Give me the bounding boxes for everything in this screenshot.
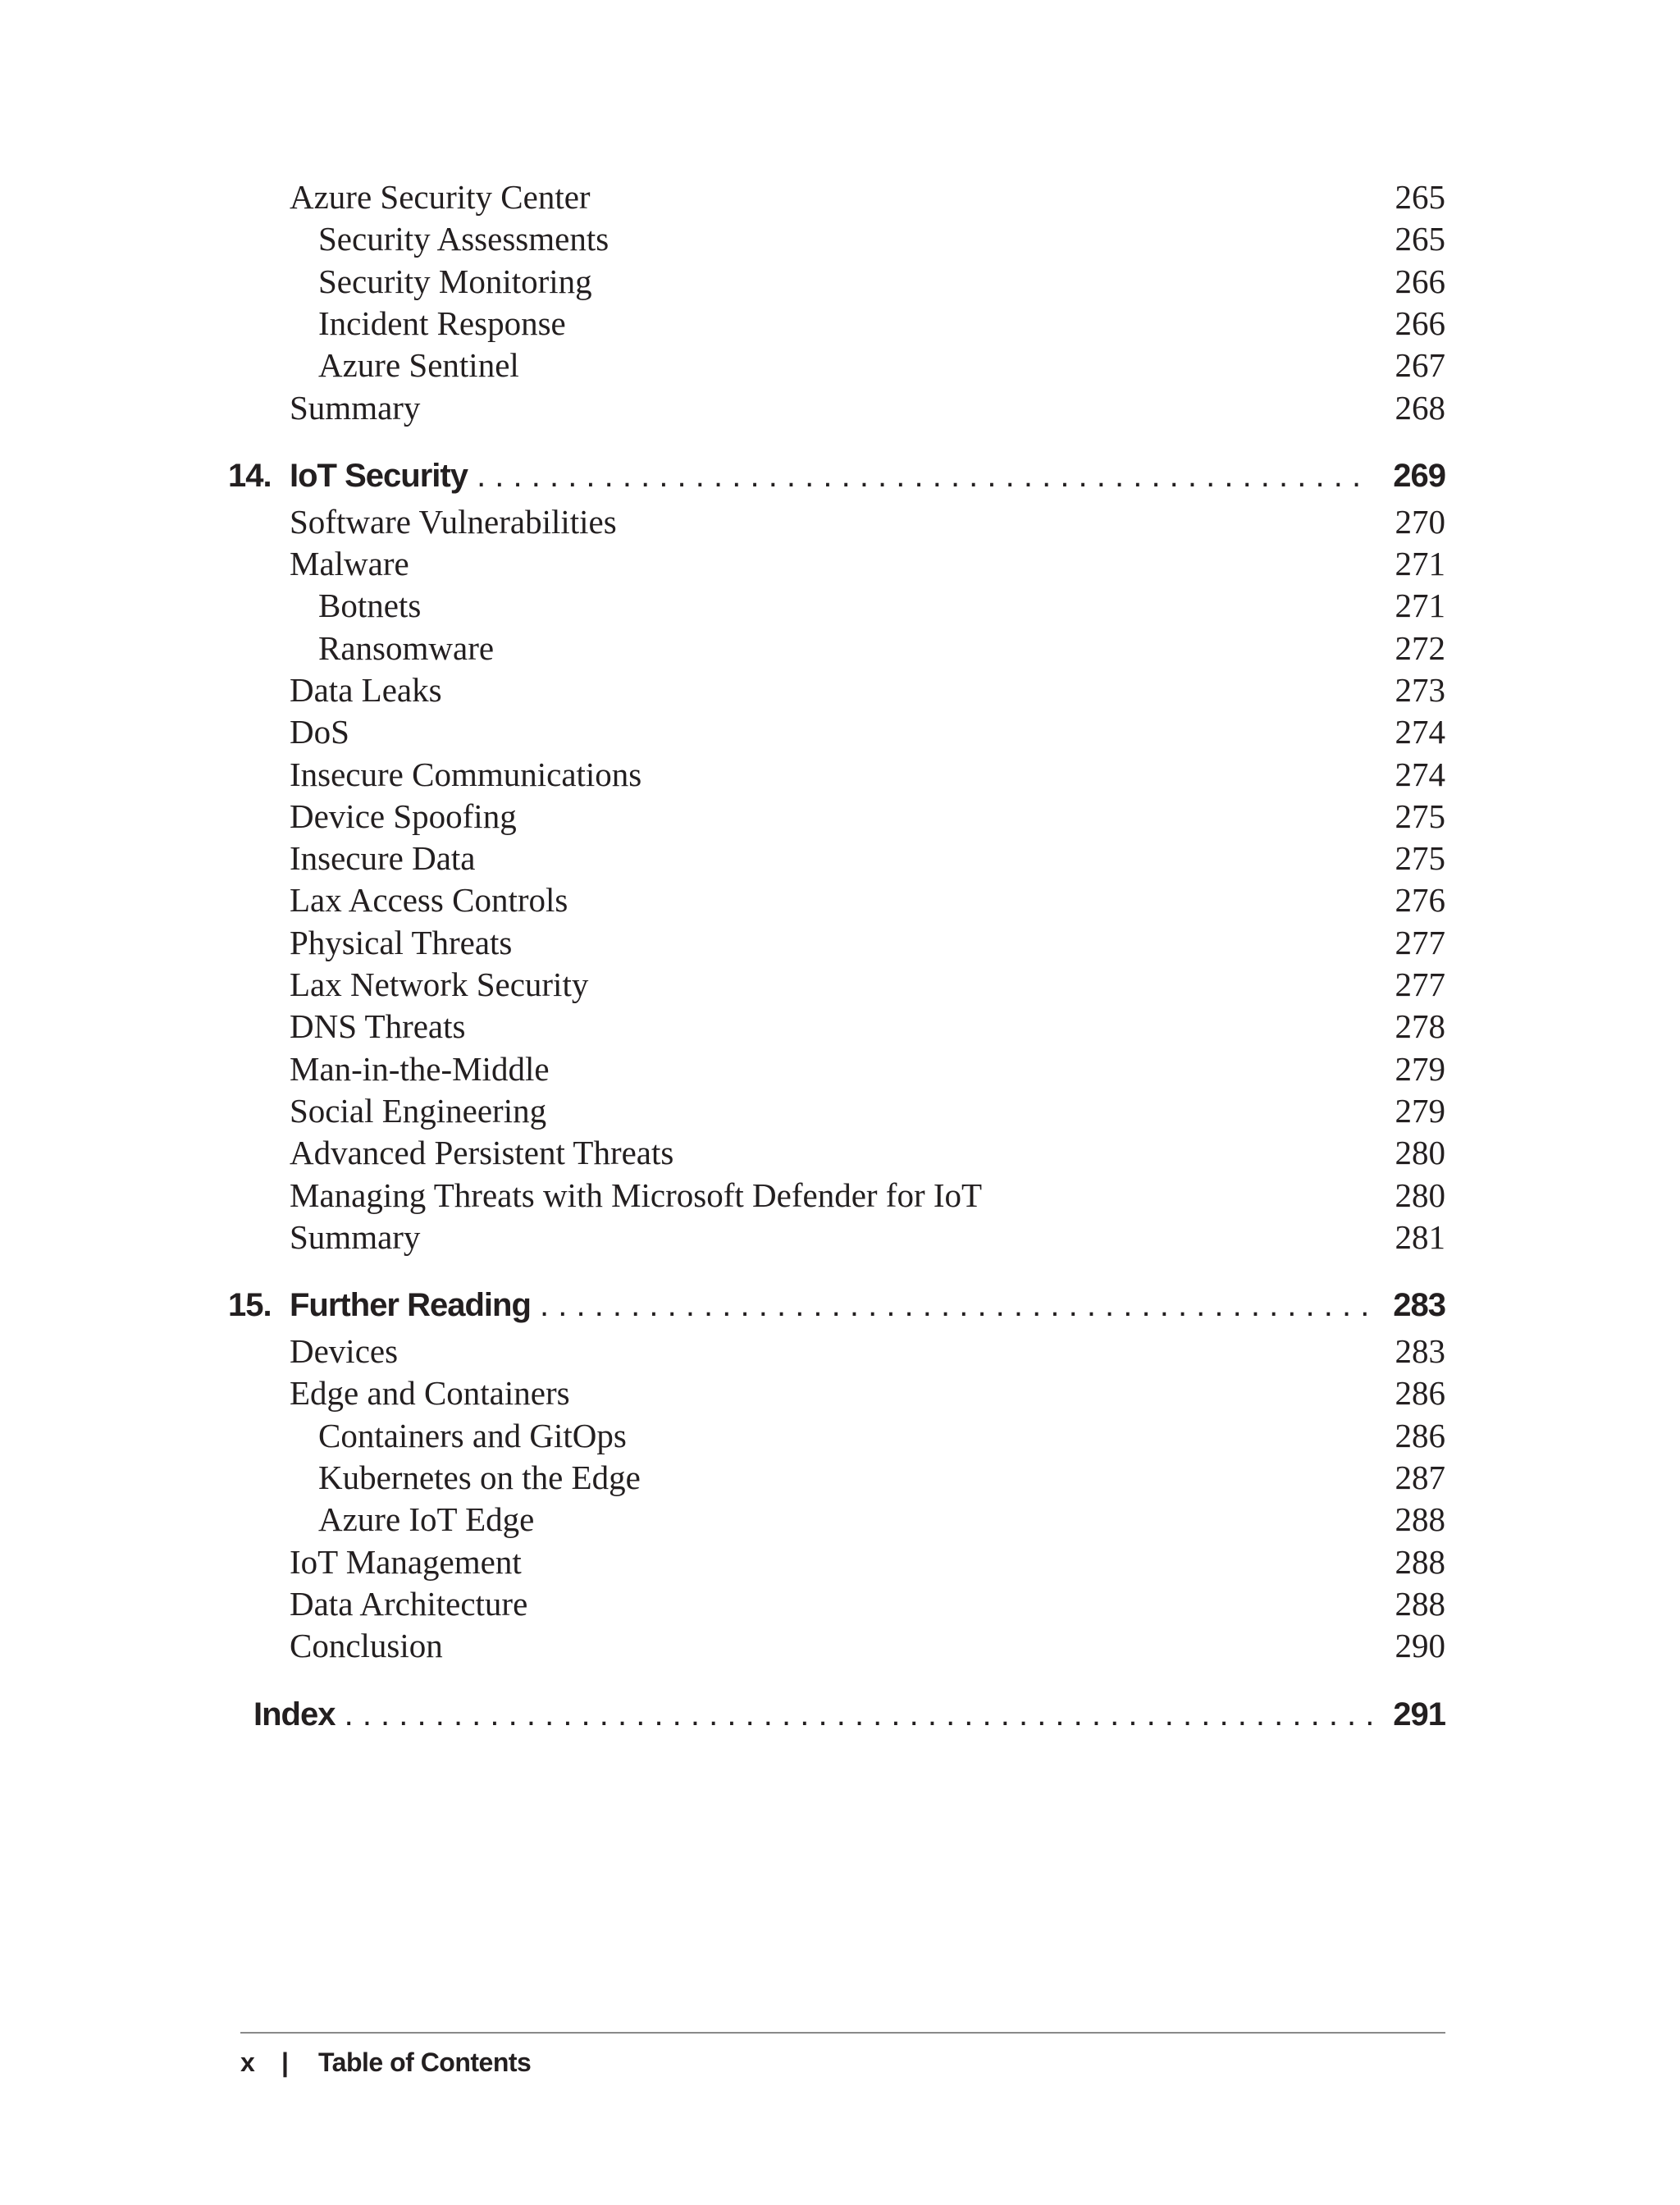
entry-title: Containers and GitOps (318, 1417, 627, 1454)
entry-page: 270 (1395, 503, 1445, 541)
entry-title: Security Monitoring (318, 262, 592, 300)
entry-page: 288 (1395, 1543, 1445, 1581)
entry-page: 279 (1395, 1092, 1445, 1130)
toc-entry[interactable] (290, 386, 1445, 429)
footer-page-number: x (240, 2048, 255, 2077)
index-page: 291 (1386, 1690, 1445, 1739)
footer-rule (240, 2032, 1445, 2034)
toc-entry[interactable] (290, 1216, 1445, 1258)
entry-title: Ransomware (318, 629, 495, 667)
entry-title: IoT Management (290, 1543, 522, 1581)
entry-title: Azure Security Center (290, 178, 591, 216)
entry-page: 286 (1395, 1374, 1445, 1412)
chapter-heading[interactable] (228, 451, 1445, 500)
entry-page: 275 (1395, 797, 1445, 835)
index-heading[interactable] (240, 1690, 1445, 1739)
toc-subentry[interactable] (318, 1498, 1445, 1541)
index-title: Index . . . (253, 1690, 1372, 1739)
entry-title: Azure IoT Edge (318, 1500, 535, 1538)
entry-title: Azure Sentinel (318, 346, 519, 384)
entry-title: Summary (290, 389, 421, 427)
entry-page: 275 (1395, 839, 1445, 877)
toc-entry[interactable] (290, 1372, 1445, 1414)
footer-title: Table of Contents (318, 2048, 532, 2077)
entry-title: Summary (290, 1218, 421, 1256)
entry-page: 277 (1395, 924, 1445, 961)
entry-page: 283 (1395, 1332, 1445, 1370)
entry-page: 271 (1395, 587, 1445, 624)
entry-title: Security Assessments (318, 220, 609, 258)
toc-entry[interactable] (290, 753, 1445, 796)
entry-page: 276 (1395, 881, 1445, 919)
toc-entry[interactable] (290, 176, 1445, 218)
entry-page: 279 (1395, 1050, 1445, 1088)
entry-page: 273 (1395, 671, 1445, 709)
entry-page: 280 (1395, 1134, 1445, 1171)
entry-page: 272 (1395, 629, 1445, 667)
toc-entry[interactable] (290, 1089, 1445, 1132)
toc-entry[interactable] (290, 1330, 1445, 1372)
toc-subentry[interactable] (318, 344, 1445, 386)
entry-page: 271 (1395, 545, 1445, 582)
entry-page: 280 (1395, 1176, 1445, 1214)
entry-title: Device Spoofing (290, 797, 517, 835)
entry-title: Insecure Data (290, 839, 476, 877)
entry-page: 288 (1395, 1585, 1445, 1623)
toc-subentry[interactable] (318, 302, 1445, 345)
toc-entry[interactable] (290, 1131, 1445, 1174)
entry-title: Incident Response (318, 304, 566, 342)
toc-entry[interactable] (290, 542, 1445, 585)
toc-entry[interactable] (290, 1541, 1445, 1583)
entry-title: Data Leaks (290, 671, 442, 709)
entry-title: Man-in-the-Middle (290, 1050, 550, 1088)
toc-entry[interactable] (290, 795, 1445, 838)
chapter-title: Further Reading . . . (290, 1281, 1372, 1330)
entry-title: Advanced Persistent Threats (290, 1134, 674, 1171)
entry-page: 288 (1395, 1500, 1445, 1538)
toc-entry[interactable] (290, 1582, 1445, 1625)
toc-entry[interactable] (290, 1174, 1445, 1217)
entry-title: DoS (290, 713, 349, 751)
entry-page: 287 (1395, 1459, 1445, 1496)
toc-entry[interactable] (290, 963, 1445, 1006)
chapter-number: 15. (228, 1287, 272, 1324)
entry-page: 277 (1395, 966, 1445, 1003)
toc-subentry[interactable] (318, 217, 1445, 260)
entry-page: 274 (1395, 713, 1445, 751)
entry-page: 265 (1395, 178, 1445, 216)
entry-title: Social Engineering (290, 1092, 547, 1130)
chapter-page: 283 (1386, 1281, 1445, 1330)
toc-subentry[interactable] (318, 627, 1445, 669)
entry-title: Data Architecture (290, 1585, 528, 1623)
entry-title: Lax Access Controls (290, 881, 568, 919)
toc-entry[interactable] (290, 1005, 1445, 1048)
entry-page: 267 (1395, 346, 1445, 384)
toc-entry[interactable] (290, 837, 1445, 879)
page-footer (240, 2043, 532, 2082)
entry-title: Malware (290, 545, 409, 582)
entry-page: 278 (1395, 1007, 1445, 1045)
toc-entry[interactable] (290, 879, 1445, 921)
toc-entry[interactable] (290, 1624, 1445, 1667)
toc-entry[interactable] (290, 1048, 1445, 1090)
entry-page: 281 (1395, 1218, 1445, 1256)
entry-page: 286 (1395, 1417, 1445, 1454)
entry-page: 265 (1395, 220, 1445, 258)
chapter-heading[interactable] (228, 1281, 1445, 1330)
entry-page: 266 (1395, 304, 1445, 342)
entry-title: DNS Threats (290, 1007, 466, 1045)
chapter-page: 269 (1386, 451, 1445, 500)
entry-title: Edge and Containers (290, 1374, 570, 1412)
entry-title: Insecure Communications (290, 756, 642, 793)
entry-title: Physical Threats (290, 924, 513, 961)
toc-subentry[interactable] (318, 1456, 1445, 1499)
entry-page: 266 (1395, 262, 1445, 300)
toc-entry[interactable] (290, 669, 1445, 711)
entry-title: Software Vulnerabilities (290, 503, 617, 541)
toc-entry[interactable] (290, 921, 1445, 964)
toc-entry[interactable] (290, 710, 1445, 753)
toc-subentry[interactable] (318, 260, 1445, 303)
footer-separator: | (281, 2048, 289, 2077)
entry-title: Conclusion (290, 1627, 443, 1664)
entry-page: 274 (1395, 756, 1445, 793)
entry-title: Kubernetes on the Edge (318, 1459, 641, 1496)
chapter-number: 14. (228, 457, 272, 494)
chapter-title: IoT Security . . . (290, 451, 1372, 500)
entry-page: 290 (1395, 1627, 1445, 1664)
toc-entry[interactable] (290, 500, 1445, 543)
entry-page: 268 (1395, 389, 1445, 427)
toc-subentry[interactable] (318, 584, 1445, 627)
entry-title: Botnets (318, 587, 422, 624)
entry-title: Managing Threats with Microsoft Defender for IoT (290, 1176, 983, 1214)
entry-title: Lax Network Security (290, 966, 589, 1003)
toc-subentry[interactable] (318, 1414, 1445, 1457)
entry-title: Devices (290, 1332, 399, 1370)
